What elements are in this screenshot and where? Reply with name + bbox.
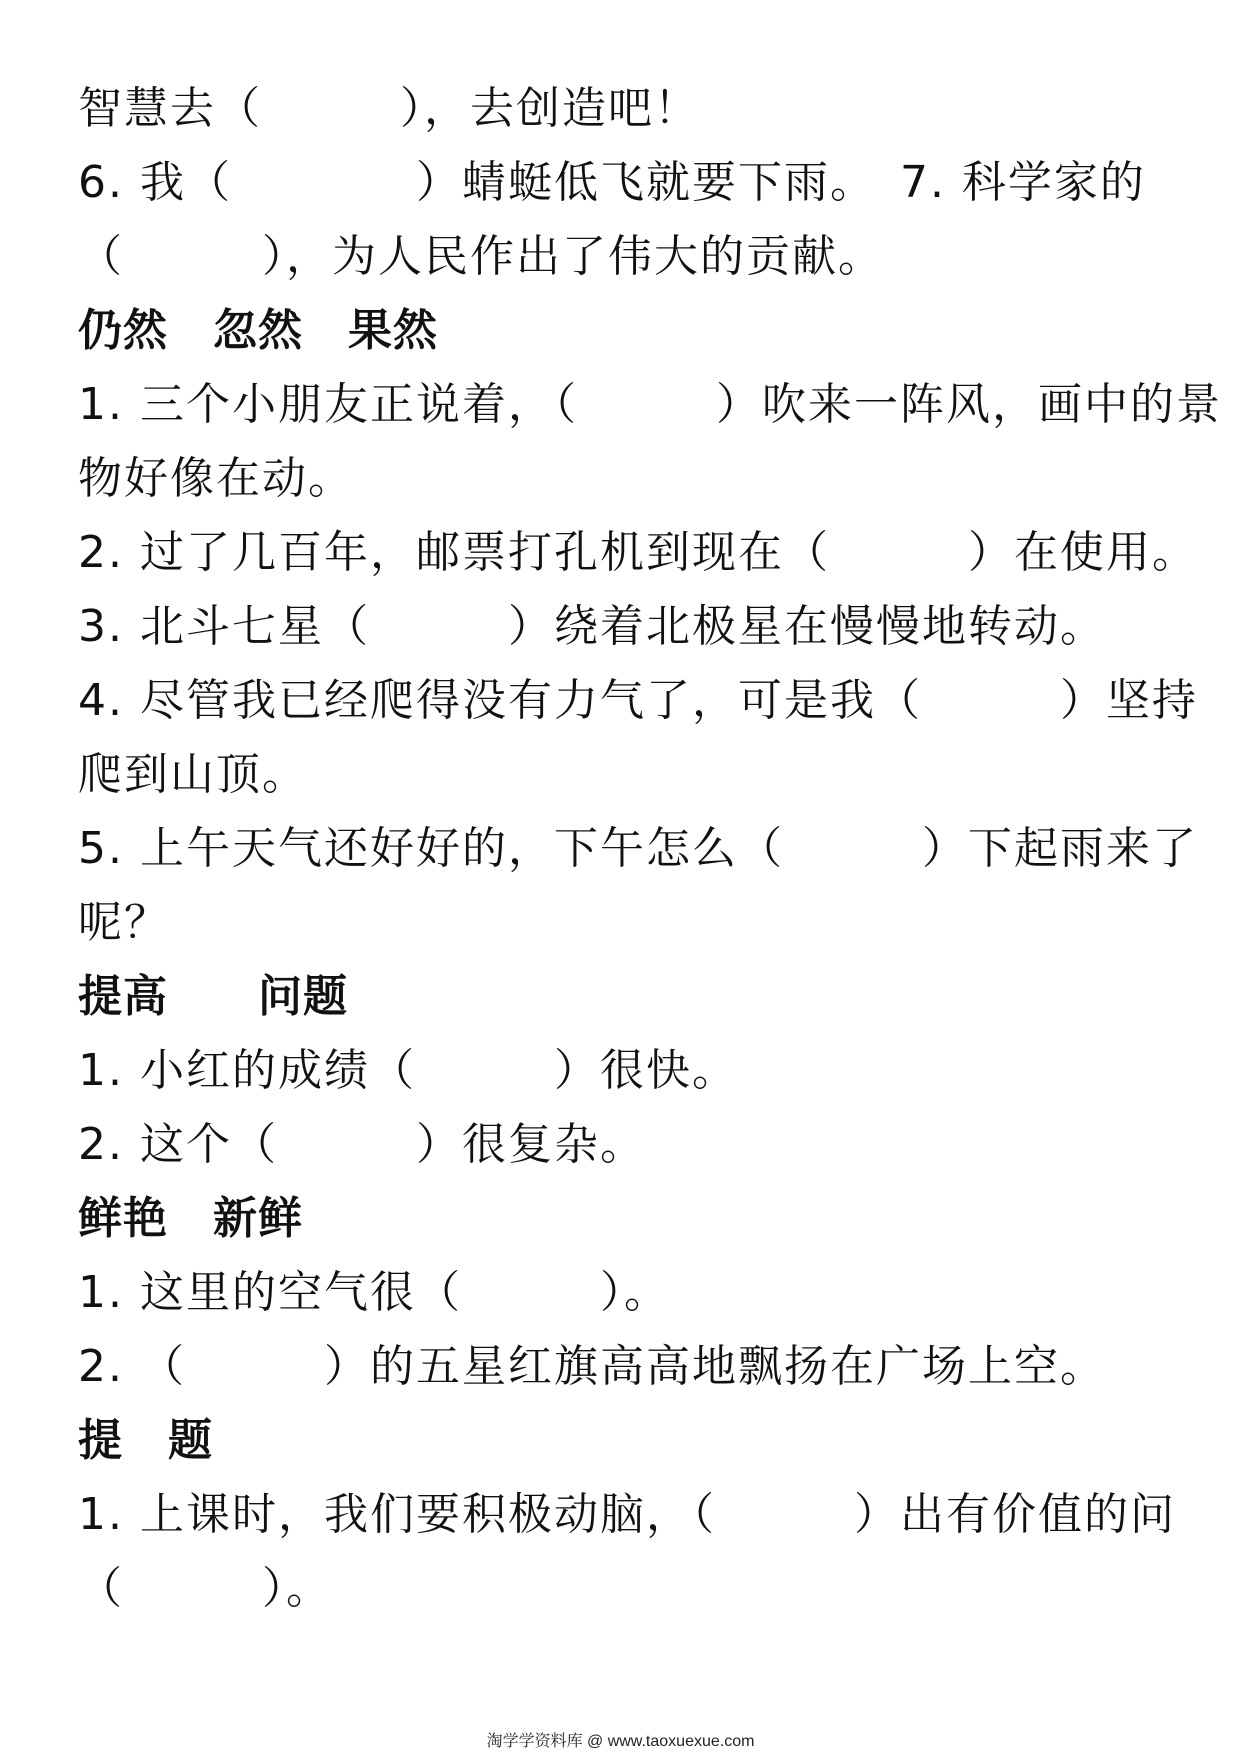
text-line: 爬到山顶。 <box>78 749 308 800</box>
footer-watermark: 淘学学资料库 @ www.taoxuexue.com <box>486 1733 755 1750</box>
question-line: 3. 北斗七星（ ）绕着北极星在慢慢地转动。 <box>78 601 1106 652</box>
worksheet-content <box>78 72 1222 1626</box>
question-line: 1. 三个小朋友正说着，（ ）吹来一阵风，画中的景 <box>78 379 1222 430</box>
question-line: 1. 小红的成绩（ ）很快。 <box>78 1045 738 1096</box>
question-line: 2. 这个（ ）很复杂。 <box>78 1119 646 1170</box>
question-line: 2. 过了几百年，邮票打孔机到现在（ ）在使用。 <box>78 527 1198 578</box>
word-group-heading: 仍然 忽然 果然 <box>78 305 438 356</box>
question-line: 1. 上课时，我们要积极动脑，（ ）出有价值的问 <box>78 1489 1176 1540</box>
text-line: 智慧去（ ），去创造吧！ <box>78 83 700 134</box>
text-line: （ ），为人民作出了伟大的贡献。 <box>78 231 884 282</box>
word-group-heading: 鲜艳 新鲜 <box>78 1193 303 1244</box>
text-line: 呢？ <box>78 897 170 948</box>
question-line: 1. 这里的空气很（ ）。 <box>78 1267 670 1318</box>
question-line: 6. 我（ ）蜻蜓低飞就要下雨。 7. 科学家的 <box>78 157 1146 208</box>
text-line: （ ）。 <box>78 1563 332 1614</box>
word-group-heading: 提高 问题 <box>78 971 348 1022</box>
word-group-heading: 提 题 <box>78 1415 213 1466</box>
text-line: 物好像在动。 <box>78 453 354 504</box>
question-line: 4. 尽管我已经爬得没有力气了，可是我（ ）坚持 <box>78 675 1198 726</box>
question-line: 2. （ ）的五星红旗高高地飘扬在广场上空。 <box>78 1341 1106 1392</box>
question-line: 5. 上午天气还好好的，下午怎么（ ）下起雨来了 <box>78 823 1198 874</box>
